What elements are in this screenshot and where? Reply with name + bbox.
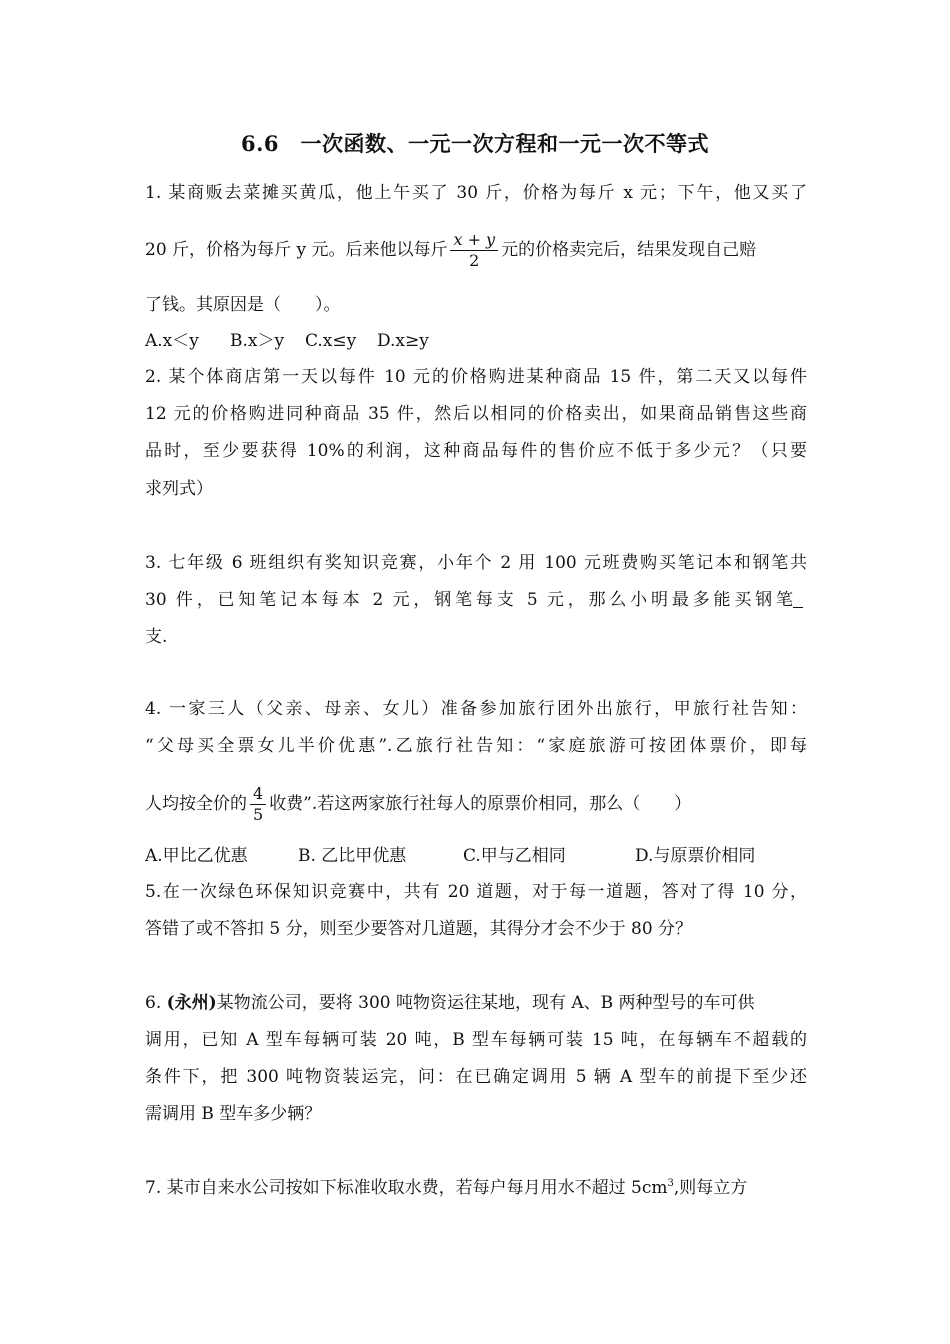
q2-line-1: 2. 某个体商店第一天以每件 10 元的价格购进某种商品 15 件，第二天又以每件 [145, 367, 807, 387]
q3-line-1: 3. 七年级 6 班组织有奖知识竞赛，小年个 2 用 100 元班费购买笔记本和钢笔共 [145, 553, 807, 573]
q2-line-2: 12 元的价格购进同种商品 35 件，然后以相同的价格卖出，如果商品销售这些商 [145, 404, 807, 424]
q6-line-3: 条件下，把 300 吨物资装运完，问：在已确定调用 5 辆 A 型车的前提下至少还 [145, 1067, 807, 1087]
q1-option-d: D.x≥y [377, 331, 429, 351]
q2-line-4: 求列式） [145, 479, 213, 499]
q4-options [145, 845, 755, 867]
q1-line-2 [145, 230, 756, 271]
q4-option-d: D.与原票价相同 [635, 846, 756, 866]
q7-line-1 [145, 1177, 807, 1199]
q1-fraction-denominator: 2 [469, 251, 480, 270]
q4-line-3-text-b: 收费”.若这两家旅行社每人的原票价相同，那么（ ） [269, 794, 692, 814]
q6-source: (永州) [166, 993, 217, 1013]
q1-option-c: C.x≤y [305, 331, 357, 351]
q3-line-2 [145, 589, 807, 611]
q7-line-1-text-b: ,则每立方 [673, 1178, 748, 1198]
q6-line-2: 调用，已知 A 型车每辆可装 20 吨，B 型车每辆可装 15 吨，在每辆车不超载的 [145, 1030, 807, 1050]
q4-line-2: “父母买全票女儿半价优惠”.乙旅行社告知：“家庭旅游可按团体票价，即每 [145, 736, 807, 756]
q1-fraction [450, 230, 498, 271]
q2-line-3: 品时，至少要获得 10%的利润，这种商品每件的售价应不低于多少元？（只要 [145, 441, 807, 461]
q4-line-1: 4. 一家三人（父亲、母亲、女儿）准备参加旅行团外出旅行，甲旅行社告知： [145, 699, 807, 719]
q4-fraction [250, 784, 266, 825]
q6-prefix: 6. [145, 993, 167, 1013]
q4-fraction-numerator: 4 [250, 784, 266, 805]
q5-line-1: 5.在一次绿色环保知识竞赛中，共有 20 道题，对于每一道题，答对了得 10 分， [145, 882, 807, 902]
q7-line-1-text-a: 7. 某市自来水公司按如下标准收取水费，若每户每月用水不超过 5cm [145, 1178, 668, 1198]
q7-superscript: 3 [667, 1178, 674, 1189]
q1-line-1: 1. 某商贩去菜摊买黄瓜，他上午买了 30 斤，价格为每斤 x 元；下午，他又买了 [145, 183, 807, 203]
q1-option-a: A.x＜y [145, 331, 199, 351]
q1-fraction-numerator: x + y [450, 230, 498, 251]
q3-line-2-text: 30 件，已知笔记本每本 2 元，钢笔每支 5 元，那么小明最多能买钢笔 [145, 590, 793, 610]
q4-option-c: C.甲与乙相同 [463, 846, 566, 866]
q1-line-2-text-b: 元的价格卖完后，结果发现自己赔 [501, 240, 757, 260]
q3-answer-blank [793, 589, 803, 608]
page-title: 6.6 一次函数、一元一次方程和一元一次不等式 [240, 131, 710, 156]
q5-line-2: 答错了或不答扣 5 分，则至少要答对几道题，其得分才会不少于 80 分？ [145, 919, 693, 939]
q4-option-b: B. 乙比甲优惠 [298, 846, 407, 866]
q4-line-3-text-a: 人均按全价的 [145, 794, 247, 814]
q1-option-b: B.x＞y [230, 331, 285, 351]
q4-option-a: A.甲比乙优惠 [145, 846, 248, 866]
q1-line-3: 了钱。其原因是（ ）。 [145, 295, 341, 315]
q4-fraction-denominator: 5 [253, 805, 264, 824]
q1-options [145, 330, 429, 352]
q6-line-1 [145, 992, 807, 1014]
q3-line-3: 支. [145, 627, 168, 647]
q4-line-3 [145, 784, 691, 825]
q1-line-2-text-a: 20 斤，价格为每斤 y 元。后来他以每斤 [145, 240, 448, 260]
q6-line-1-text: 某物流公司，要将 300 吨物资运往某地，现有 A、B 两种型号的车可供 [216, 993, 755, 1013]
q6-line-4: 需调用 B 型车多少辆？ [145, 1104, 322, 1124]
